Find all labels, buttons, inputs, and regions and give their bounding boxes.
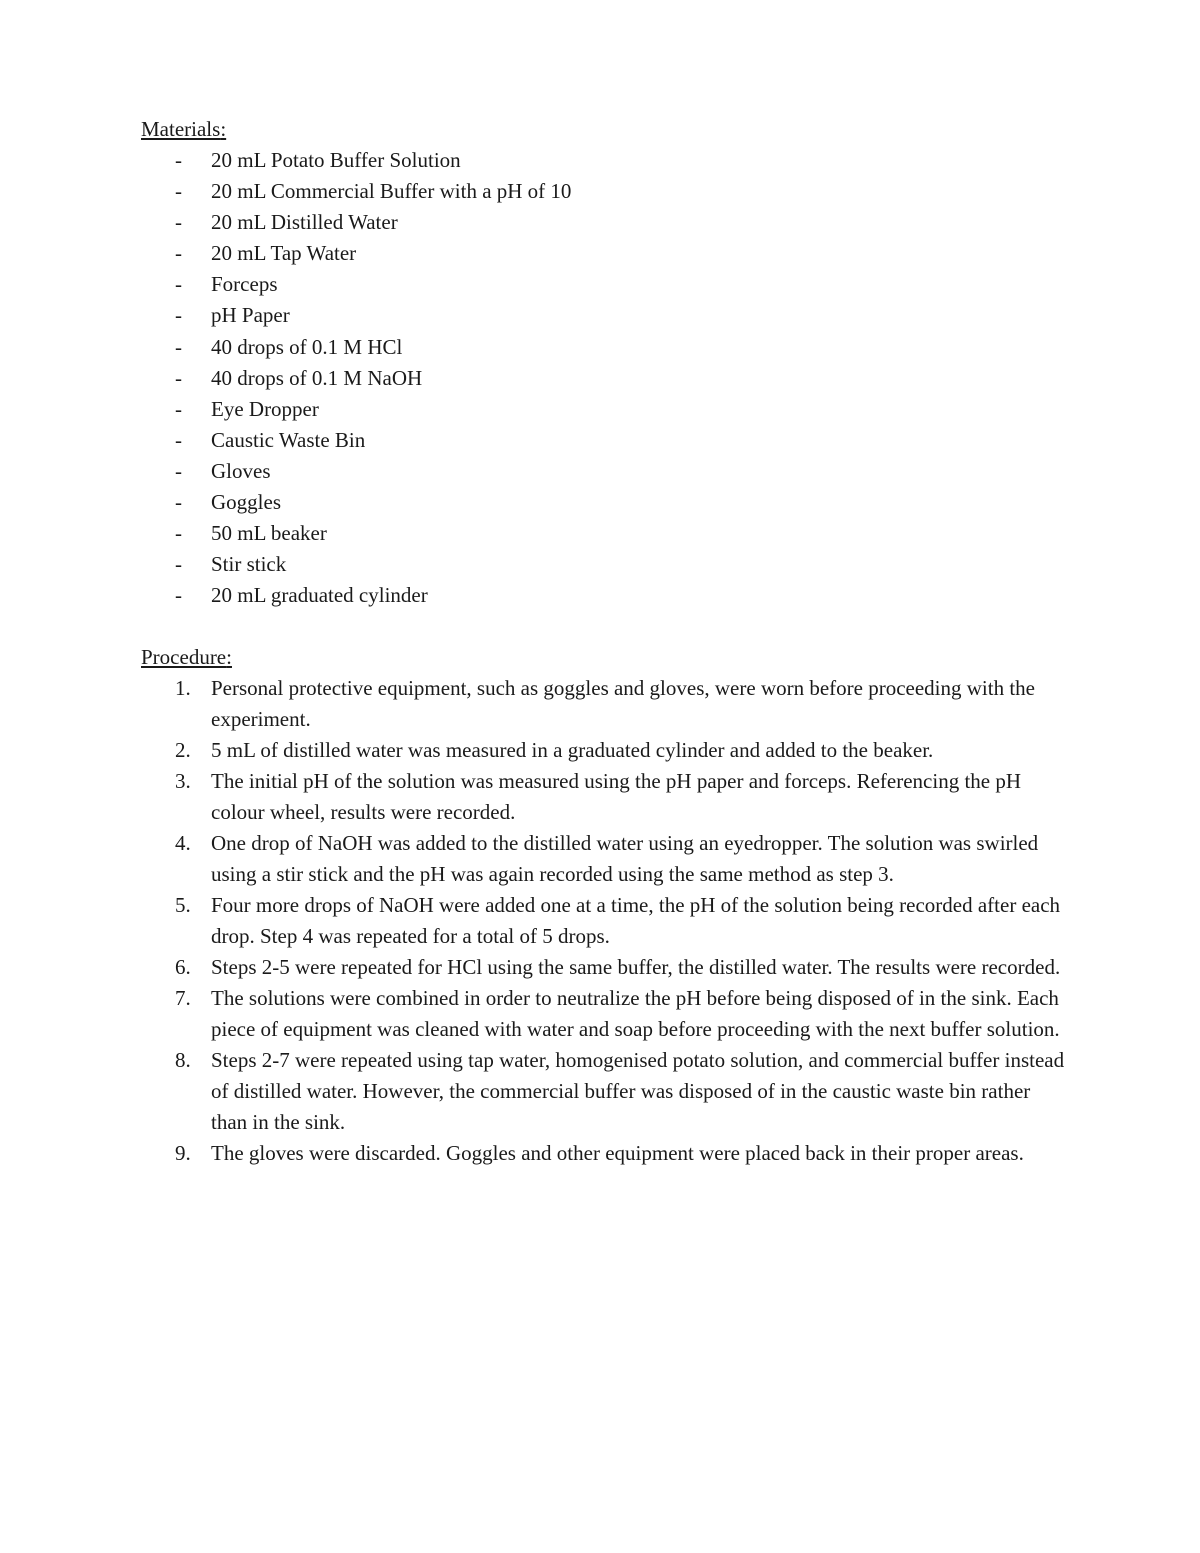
materials-heading: [141, 114, 1071, 145]
procedure-step: [141, 673, 1071, 735]
step-number: 9.: [175, 1141, 191, 1165]
list-dash: -: [175, 303, 182, 328]
step-number: 4.: [175, 831, 191, 855]
materials-item-text: 20 mL Potato Buffer Solution: [211, 148, 461, 172]
procedure-heading-colon: :: [226, 645, 232, 669]
list-dash: -: [175, 427, 182, 452]
materials-item: [141, 456, 1071, 487]
materials-item: [141, 145, 1071, 176]
materials-item: [141, 176, 1071, 207]
list-dash: -: [175, 334, 182, 359]
step-text: Four more drops of NaOH were added one at a time, the pH of the solution being recorded after each drop. Step 4 was repeated for a total of 5 drops.: [211, 893, 1061, 948]
materials-item-text: 20 mL Distilled Water: [211, 210, 398, 235]
procedure-list: [141, 673, 1071, 1169]
materials-item: [141, 518, 1071, 549]
step-number: 2.: [175, 738, 191, 762]
list-dash: -: [175, 490, 182, 515]
materials-item-text: Gloves: [211, 458, 271, 483]
procedure-step: [141, 890, 1071, 952]
procedure-step: [141, 1138, 1071, 1169]
materials-item-text: 40 drops of 0.1 M NaOH: [211, 365, 423, 390]
materials-item-text: 20 mL Commercial Buffer with a pH of 10: [211, 179, 572, 204]
materials-item: [141, 425, 1071, 456]
list-dash: -: [175, 552, 182, 577]
list-dash: -: [175, 148, 182, 172]
materials-item-text: pH Paper: [211, 303, 290, 328]
materials-item: [141, 394, 1071, 425]
step-number: 7.: [175, 986, 191, 1010]
list-dash: -: [175, 272, 182, 297]
materials-item-text: Stir stick: [211, 552, 287, 577]
materials-item: [141, 487, 1071, 518]
step-text: The solutions were combined in order to neutralize the pH before being disposed of in the sink. Each piece of equipment was cleaned with water and soap before proceeding with the next buffer solution.: [211, 986, 1060, 1041]
list-dash: -: [175, 396, 182, 421]
materials-item: [141, 238, 1071, 269]
procedure-section: [141, 642, 1071, 1169]
step-text: 5 mL of distilled water was measured in a graduated cylinder and added to the beaker.: [211, 738, 934, 762]
procedure-step: [141, 735, 1071, 766]
step-text: One drop of NaOH was added to the distilled water using an eyedropper. The solution was swirled using a stir stick and the pH was again recorded using the same method as step 3.: [211, 831, 1039, 886]
step-number: 6.: [175, 955, 191, 979]
materials-section: [141, 114, 1071, 611]
materials-item: [141, 300, 1071, 331]
materials-item-text: 50 mL beaker: [211, 521, 327, 546]
materials-list: [141, 145, 1071, 611]
materials-item: [141, 207, 1071, 238]
procedure-step: [141, 1045, 1071, 1138]
procedure-step: [141, 983, 1071, 1045]
procedure-heading: [141, 642, 1071, 673]
materials-item: [141, 549, 1071, 580]
materials-heading-text: Materials: [141, 117, 221, 141]
list-dash: -: [175, 365, 182, 390]
step-text: The gloves were discarded. Goggles and other equipment were placed back in their proper areas.: [211, 1141, 1024, 1165]
materials-item-text: Goggles: [211, 490, 281, 515]
materials-item-text: 20 mL graduated cylinder: [211, 583, 428, 608]
step-number: 8.: [175, 1048, 191, 1072]
procedure-step: [141, 828, 1071, 890]
materials-item: [141, 332, 1071, 363]
step-text: Steps 2-5 were repeated for HCl using the same buffer, the distilled water. The results were recorded.: [211, 955, 1061, 979]
step-text: Personal protective equipment, such as goggles and gloves, were worn before proceeding with the experiment.: [211, 676, 1036, 731]
materials-item: [141, 363, 1071, 394]
materials-item-text: Eye Dropper: [211, 396, 319, 421]
list-dash: -: [175, 210, 182, 235]
step-number: 1.: [175, 676, 191, 700]
list-dash: -: [175, 241, 182, 266]
step-number: 3.: [175, 769, 191, 793]
step-text: The initial pH of the solution was measured using the pH paper and forceps. Referencing the pH colour wheel, results were recorded.: [211, 769, 1022, 824]
step-text: Steps 2-7 were repeated using tap water, homogenised potato solution, and commercial buffer instead of distilled water. However, the commercial buffer was disposed of in the caustic waste bin rather than in the sink.: [211, 1048, 1065, 1134]
materials-item: [141, 580, 1071, 611]
procedure-heading-text: Procedure: [141, 645, 227, 669]
list-dash: -: [175, 583, 182, 608]
procedure-step: [141, 766, 1071, 828]
materials-item: [141, 269, 1071, 300]
procedure-step: [141, 952, 1071, 983]
materials-item-text: Caustic Waste Bin: [211, 427, 366, 452]
list-dash: -: [175, 458, 182, 483]
materials-item-text: 40 drops of 0.1 M HCl: [211, 334, 403, 359]
step-number: 5.: [175, 893, 191, 917]
materials-item-text: Forceps: [211, 272, 278, 297]
list-dash: -: [175, 179, 182, 204]
materials-heading-colon: :: [220, 117, 227, 141]
materials-item-text: 20 mL Tap Water: [211, 241, 357, 266]
list-dash: -: [175, 521, 182, 546]
